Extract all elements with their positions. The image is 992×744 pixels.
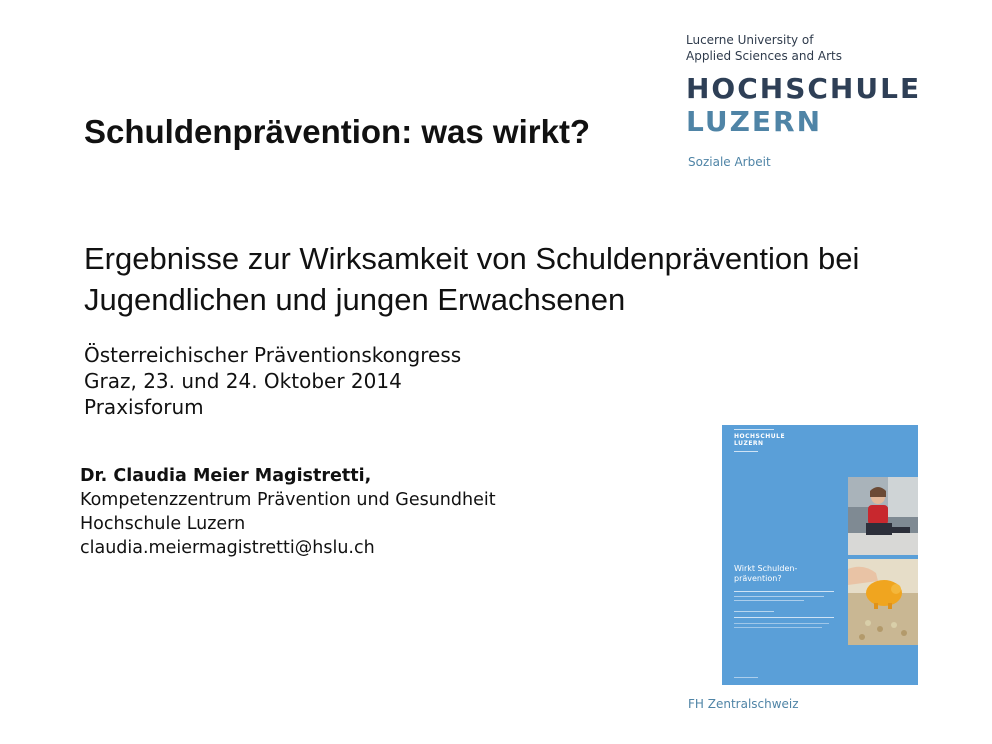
logo-name-line2: LUZERN (686, 105, 823, 138)
author-name: Dr. Claudia Meier Magistretti, (80, 466, 372, 486)
event-name: Österreichischer Präventionskongress (84, 343, 462, 367)
cover-brand (734, 433, 785, 447)
logo-institution-line1: Lucerne University of (686, 33, 814, 47)
event-info (84, 342, 461, 420)
author-institution: Hochschule Luzern (80, 514, 246, 534)
brochure-cover-image (722, 425, 918, 685)
cover-divider-1 (734, 591, 834, 592)
cover-text-line-1 (734, 596, 824, 597)
cover-sub-line (734, 451, 758, 452)
piggybank-illustration (848, 559, 918, 645)
cover-title-line1: Wirkt Schulden- (734, 564, 798, 573)
cover-footer-line (734, 677, 758, 678)
logo-institution (686, 32, 842, 64)
author-center: Kompetenzzentrum Prävention und Gesundheit (80, 490, 496, 510)
subtitle-line2: Jugendlichen und jungen Erwachsenen (84, 282, 626, 317)
cover-divider-2 (734, 617, 834, 618)
cover-photo-person (848, 477, 918, 555)
event-place-date: Graz, 23. und 24. Oktober 2014 (84, 369, 402, 393)
author-block (80, 464, 496, 560)
cover-header-line (734, 429, 774, 430)
cover-brand-line2: LUZERN (734, 440, 764, 447)
cover-photo-piggybank (848, 559, 918, 645)
slide-subtitle (84, 238, 924, 320)
cover-text-line-2 (734, 600, 804, 601)
cover-text-line-5 (734, 627, 822, 628)
slide-title: Schuldenprävention: was wirkt? (84, 113, 591, 150)
author-email: claudia.meiermagistretti@hslu.ch (80, 538, 375, 558)
person-photo-illustration (848, 477, 918, 555)
footer-label: FH Zentralschweiz (688, 697, 799, 711)
event-session: Praxisforum (84, 395, 204, 419)
subtitle-line1: Ergebnisse zur Wirksamkeit von Schuldenprävention bei (84, 241, 860, 276)
cover-text-line-4 (734, 623, 829, 624)
cover-text-line-3 (734, 611, 774, 612)
cover-title (734, 564, 834, 584)
logo-institution-line2: Applied Sciences and Arts (686, 49, 842, 63)
cover-title-line2: prävention? (734, 574, 782, 583)
cover-brand-line1: HOCHSCHULE (734, 433, 786, 440)
logo-name-line1: HOCHSCHULE (686, 72, 922, 105)
logo-department: Soziale Arbeit (688, 155, 771, 169)
